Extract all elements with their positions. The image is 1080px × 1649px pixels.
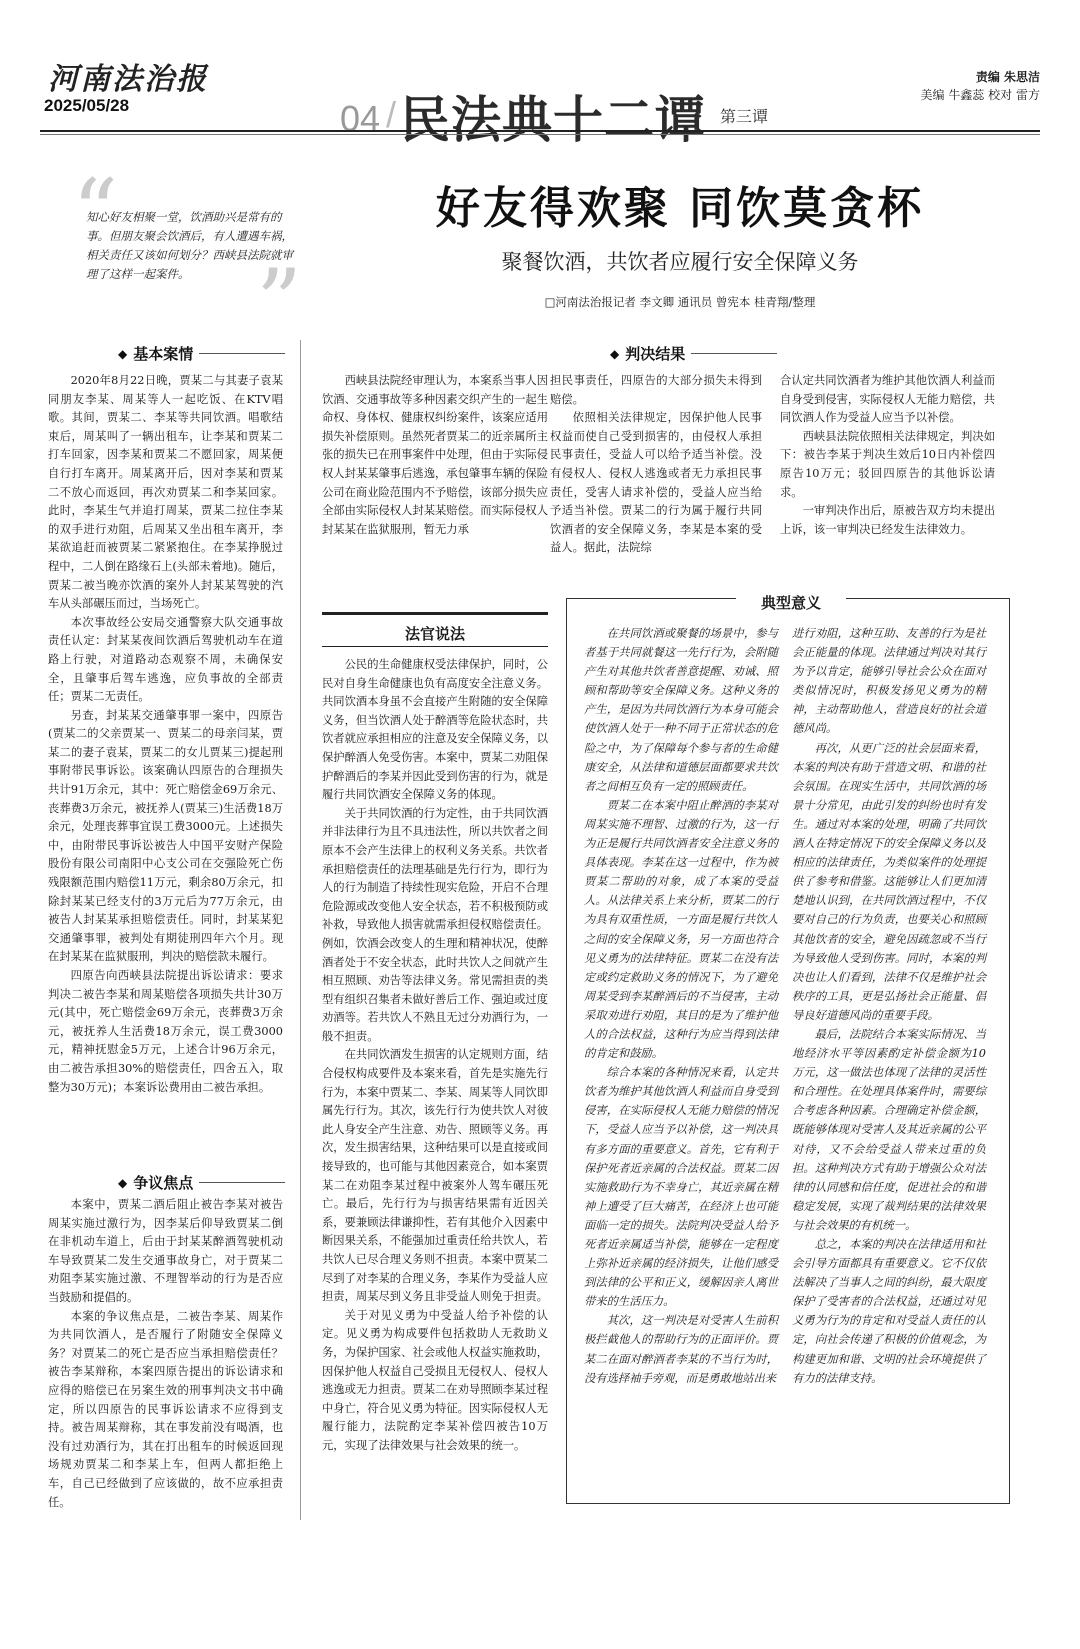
diamond-icon: ◆ <box>118 346 128 361</box>
paragraph: 依照相关法律规定，因保护他人民事权益而使自己受到损害的，由侵权人承担民事责任，受益人可以给予适当补偿。没有侵权人、侵权人逃逸或者无力承担民事责任，受害人请求补偿的，受益人应当给予适当补偿。贾某二的行为属于履行共同饮酒者的安全保障义务，李某是本案的受益人。据此，法院综 <box>550 411 762 555</box>
paragraph: 最后，法院结合本案实际情况、当地经济水平等因素酌定补偿金额为10万元，这一做法也体现了法律的灵活性和合理性。在处理具体案件时，需要综合考虑各种因素。合理确定补偿金额，既能够体现对受害人及其近亲属的公平对待，又不会给受益人带来过重的负担。这种判决方式有助于增强公众对法律的认同感和信任度，促进社会的和谐稳定发展，实现了裁判结果的法律效果与社会效果的有机统一。 <box>792 1027 986 1232</box>
judgment-column-c <box>780 372 995 539</box>
section-judge-label: 法官说法 <box>404 625 465 643</box>
diamond-icon: ◆ <box>610 346 620 361</box>
section-rule <box>199 353 285 354</box>
paragraph: 再次，从更广泛的社会层面来看，本案的判决有助于营造文明、和谐的社会氛围。在现实生活中，共同饮酒的场景十分常见，由此引发的纠纷也时有发生。通过对本案的处理，明确了共同饮酒人在特定情况下的安全保障义务以及相应的法律责任，为类似案件的处理提供了参考和借鉴。这能够让人们更加清楚地认识到，在共同饮酒过程中，不仅要对自己的行为负责，也要关心和照顾其他饮者的安全，避免因疏忽或不当行为导致他人受到伤害。同时，本案的判决也让人们看到，法律不仅是维护社会秩序的工具，更是弘扬社会正能量、倡导良好道德风尚的重要手段。 <box>792 741 986 1022</box>
byline: □河南法治报记者 李文卿 通讯员 曾宪本 桂青翔/整理 <box>544 295 816 309</box>
column-title: 民法典十二谭 <box>400 91 706 149</box>
judge-commentary-column <box>322 656 548 1456</box>
paragraph: 其次，这一判决是对受害人生前积极拦截他人的帮助行为的正面评价。贾某二在面对醉酒者李某的不当行为时，没有选择袖手旁观，而是勇敢地站出来 <box>584 1314 778 1385</box>
close-quote-icon: ” <box>255 250 302 355</box>
subheadline: 聚餐饮酒，共饮者应履行安全保障义务 <box>501 250 859 274</box>
masthead-rule <box>40 130 1040 132</box>
judgment-column-b <box>550 372 762 558</box>
paragraph: 在共同饮酒或聚餐的场景中，参与者基于共同就餐这一先行行为，会附随产生对其他共饮者善意提醒、劝诫、照顾和帮助等安全保障义务。这种义务的产生，是因为共同饮酒行为本身可能会使饮酒人处于一种不同于正常状态的危险之中，为了保障每个参与者的生命健康安全，从法律和道德层面都要求共饮者之间相互负有一定的照顾责任。 <box>584 627 778 793</box>
paragraph: 西峡县法院经审理认为，本案系当事人因饮酒、交通事故等多种因素交织产生的一起生命权、身体权、健康权纠纷案件，该案应适用损失补偿原则。虽然死者贾某二的近亲属所主张的损失已在刑事案件中处理，但由于实际侵权人封某某肇事后逃逸，承包肇事车辆的保险公司在商业险范围内不予赔偿，该部分损失应全部由实际侵权人封某某赔偿。而实际侵权人封某某在监狱服刑，暂无力承 <box>322 374 548 536</box>
paragraph: 担民事责任，四原告的大部分损失未得到赔偿。 <box>550 374 762 406</box>
paragraph: 本案中，贾某二酒后阻止被告李某对被告周某实施过激行为，因李某后仰导致贾某二倒在非机动车道上，后由于封某某醉酒驾驶机动车导致贾某二发生交通事故身亡，对于贾某二劝阻李某实施过激、不理智举动的行为是否应当鼓励和提倡的。 <box>48 1198 283 1304</box>
column-subtitle: 第三谭 <box>720 107 769 126</box>
paragraph: 四原告向西峡县法院提出诉讼请求：要求判决二被告李某和周某赔偿各项损失共计30万元(其中，死亡赔偿金69万余元，丧葬费3万余元，被抚养人生活费18万余元，误工费3000元，精神抚慰金5万元，上述合计96万余元，由二被告承担30%的赔偿责任，四舍五入，取整为30万元)；本案诉讼费用由二被告承担。 <box>48 969 283 1094</box>
paragraph: 合认定共同饮酒者为维护其他饮酒人利益而自身受到侵害，实际侵权人无能力赔偿，共同饮酒人作为受益人应当予以补偿。 <box>780 374 995 425</box>
masthead <box>40 50 1040 150</box>
headline: 好友得欢聚 同饮莫贪杯 <box>435 183 925 234</box>
dispute-column <box>48 1196 283 1512</box>
editor-line: 责编 朱思洁 <box>975 70 1040 84</box>
open-quote-icon: “ <box>72 160 119 265</box>
section-basic-head <box>118 343 285 364</box>
paragraph: 关于对见义勇为中受益人给予补偿的认定。见义勇为构成要件包括救助人无救助义务，为保护国家、社会或他人权益实施救助，因保护他人权益自己受损且无侵权人、侵权人逃逸或无力担责。贾某二在劝导照顾李某过程中身亡，符合见义勇为特征。因实际侵权人无履行能力，法院酌定李某补偿四被告10万元，实现了法律效果与社会效果的统一。 <box>322 1308 548 1452</box>
paragraph: 综合本案的各种情况来看，认定共饮者为维护其他饮酒人利益而自身受到侵害，在实际侵权人无能力赔偿的情况下，受益人应当予以补偿，这一判决具有多方面的重要意义。首先，它有利于保护死者近亲属的合法权益。贾某二因实施救助行为不幸身亡，其近亲属在精神上遭受了巨大痛苦，在经济上也可能面临一定的损失。法院判决受益人给予死者近亲属适当补偿，能够在一定程度上弥补近亲属的经济损失，让他们感受到法律的公平和正义，缓解因亲人离世带来的生活压力。 <box>584 1066 778 1309</box>
staff-line: 美编 牛鑫蕊 校对 雷方 <box>920 88 1040 102</box>
judge-section-box <box>322 612 548 647</box>
paragraph: 本次事故经公安局交通警察大队交通事故责任认定：封某某夜间饮酒后驾驶机动车在道路上行驶，对道路动态观察不周，未确保安全，且肇事后驾车逃逸，应负事故的全部责任；贾某二无责任。 <box>48 615 283 704</box>
basic-facts-column <box>48 372 283 1097</box>
typical-column-left <box>584 624 778 1388</box>
intro-text: 知心好友相聚一堂，饮酒助兴是常有的事。但朋友聚会饮酒后，有人遭遇车祸，相关责任又该如何划分？西峡县法院就审理了这样一起案件。 <box>86 210 293 281</box>
paragraph: 总之，本案的判决在法律适用和社会引导方面都具有重要意义。它不仅依法解决了当事人之间的纠纷，最大限度保护了受害者的合法权益，还通过对见义勇为行为的肯定和对受益人责任的认定，向社会传递了积极的价值观念，为构建更加和谐、文明的社会环境提供了有力的法律支持。 <box>792 1238 986 1385</box>
paragraph: 一审判决作出后，原被告双方均未提出上诉，该一审判决已经发生法律效力。 <box>780 504 995 536</box>
page-number: 04 <box>340 98 381 139</box>
paragraph: 进行劝阻，这种互助、友善的行为是社会正能量的体现。法律通过判决对其行为予以肯定，能够引导社会公众在面对类似情况时，积极发扬见义勇为的精神，主动帮助他人，营造良好的社会道德风尚。 <box>792 627 986 736</box>
paragraph: 关于共同饮酒的行为定性，由于共同饮酒并非法律行为且不具违法性，所以共饮者之间原本不会产生法律上的权利义务关系。共饮者承担赔偿责任的法理基础是先行行为，即行为人的行为制造了持续性现实危险，开启不合理危险源或改变他人安全状态，若不积极预防或补救，导致他人损害就需承担侵权赔偿责任。例如，饮酒会改变人的生理和精神状况，使醉酒者处于不安全状态，此时共饮人之间就产生相互照顾、劝告等法律义务。常见需担责的类型有组织召集者未做好善后工作、强迫或过度劝酒等。若共饮人不熟且无过分劝酒行为，一般不担责。 <box>322 806 548 1043</box>
column-divider <box>300 340 301 1520</box>
paragraph: 贾某二在本案中阻止醉酒的李某对周某实施不理智、过激的行为，这一行为正是履行共同饮酒者安全注意义务的具体表现。李某在这一过程中，作为被贾某二帮助的对象，成了本案的受益人。从法律关系上来分析，贾某二的行为具有双重性质，一方面是履行共饮人之间的安全保障义务，另一方面也符合见义勇为的法律特征。贾某二在没有法定或约定救助义务的情况下，为了避免周某受到李某醉酒后的不当侵害，主动采取劝进行劝阻，其目的是为了维护他人的合法权益，这种行为应当得到法律的肯定和鼓励。 <box>584 798 778 1061</box>
section-dispute-head <box>118 1172 285 1193</box>
paragraph: 本案的争议焦点是，二被告李某、周某作为共同饮酒人，是否履行了附随安全保障义务？对贾某二的死亡是否应当承担赔偿责任？被告李某辩称，本案四原告提出的诉讼请求和应得的赔偿已在另案生效的刑事判决文书中确定，所以四原告的民事诉讼请求不应得到支持。被告周某辩称，其在事发前没有喝酒，也没有过劝酒行为，其在打出租车的时候返回现场规劝贾某二和李某上车，但两人都拒绝上车，自己已经做到了应该做的，故不应承担责任。 <box>48 1309 283 1509</box>
diamond-icon: ◆ <box>118 1175 128 1190</box>
section-rule <box>691 353 777 354</box>
paper-name-logo: 河南法治报 <box>48 62 208 97</box>
paragraph: 西峡县法院依照相关法律规定，判决如下：被告李某于判决生效后10日内补偿四原告10万元；驳回四原告的其他诉讼请求。 <box>780 429 995 499</box>
paragraph: 另查，封某某交通肇事罪一案中，四原告(贾某二的父亲贾某一、贾某二的母亲闫某，贾某二的妻子袁某，贾某二的女儿贾某三)提起刑事附带民事诉讼。该案确认四原告的合理损失共计91万余元，其中：死亡赔偿金69万余元、丧葬费3万余元，被抚养人(贾某三)生活费18万余元，处理丧葬事宜误工费3000元。上述损失中，由附带民事诉讼被告人中国平安财产保险股份有限公司南阳中心支公司在交强险死亡伤残限额范围内赔偿11万元，剩余80万余元，扣除封某某已经支付的3万元后为77万余元，由被告人封某某承担赔偿责任。同时，封某某犯交通肇事罪，被判处有期徒刑四年六个月。现在封某某在监狱服刑，判决的赔偿款未履行。 <box>48 708 283 964</box>
paragraph: 2020年8月22日晚，贾某二与其妻子袁某同朋友李某、周某等人一起吃饭、在KTV唱歌。其间，贾某二、李某等共同饮酒。唱歌结束后，周某叫了一辆出租车，让李某和贾某二打车回家，因李某和贾某二不愿回家，周某便自行打车离开。周某离开后，因对李某和贾某二不放心而返回，再次劝贾某二和李某回家。此时，李某生气并追打周某，贾某二拉住李某的双手进行劝阻，后周某又坐出租车离开，李某欲追赶而被贾某二紧紧抱住。在李某挣脱过程中，二人倒在路缘石上(头部未着地)。随后，贾某二被当晚亦饮酒的案外人封某某驾驶的汽车从头部碾压而过，当场死亡。 <box>48 374 283 611</box>
section-dispute-label: 争议焦点 <box>133 1174 194 1192</box>
typical-column-right <box>792 624 986 1388</box>
section-typical-label: 典型意义 <box>760 594 821 612</box>
page-number-slash: / <box>386 94 397 135</box>
editor-credits <box>921 68 1040 104</box>
judgment-column-a <box>322 372 548 539</box>
paragraph: 在共同饮酒发生损害的认定规则方面，结合侵权构成要件及本案来看，首先是实施先行行为，本案中贾某二、李某、周某等人同饮即属先行行为。其次，该先行行为使共饮人对彼此人身安全产生注意、劝告、照顾等义务。再次，发生损害结果，这种结果可以是直接或间接导致的，也可能与其他因素竞合，如本案贾某二在劝阻李某过程中被案外人驾车碾压死亡。最后，先行行为与损害结果需有近因关系，要兼顾法律谦抑性，若有其他介入因素中断因果关系，不能强加过重责任给共饮人，若共饮人已尽合理义务则不担责。本案中贾某二尽到了对李某的合理义务，李某作为受益人应担责，周某尽到义务且非受益人则免于担责。 <box>322 1048 548 1304</box>
issue-date: 2025/05/28 <box>44 96 130 115</box>
section-result-head <box>610 343 777 364</box>
section-basic-label: 基本案情 <box>133 345 194 363</box>
section-result-label: 判决结果 <box>625 345 686 363</box>
masthead-rule-thin <box>40 134 1040 135</box>
paragraph: 公民的生命健康权受法律保护，同时，公民对自身生命健康也负有高度安全注意义务。共同饮酒本身虽不会直接产生附随的安全保障义务，但当饮酒人处于醉酒等危险状态时，共饮者就应承担相应的注意及安全保障义务，以保护醉酒人免受伤害。本案中，贾某二劝阻保护醉酒后的李某并因此受到伤害的行为，就是履行共同饮酒安全保障义务的体现。 <box>322 658 548 802</box>
section-rule <box>199 1182 285 1183</box>
